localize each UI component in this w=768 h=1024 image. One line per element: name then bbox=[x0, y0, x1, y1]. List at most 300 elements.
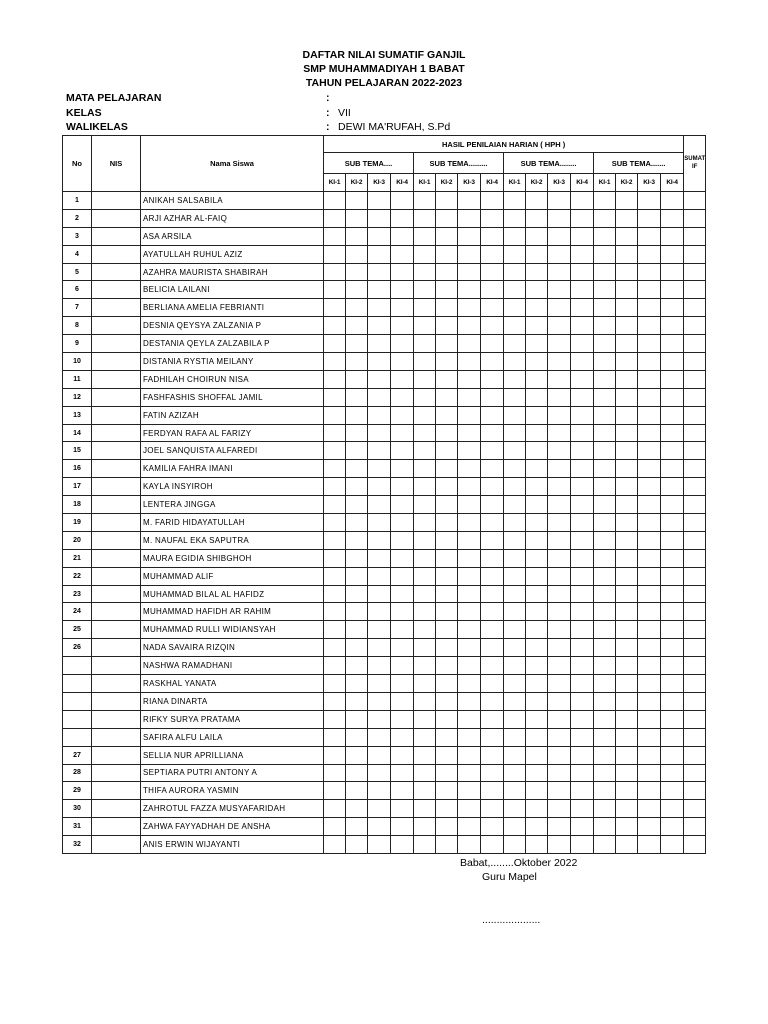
score-cell bbox=[638, 335, 661, 353]
score-cell bbox=[368, 263, 391, 281]
sumatif-cell bbox=[684, 728, 706, 746]
row-number: 2 bbox=[63, 209, 92, 227]
score-cell bbox=[526, 567, 548, 585]
score-cell bbox=[481, 621, 504, 639]
score-cell bbox=[346, 603, 368, 621]
score-cell bbox=[368, 782, 391, 800]
score-cell bbox=[616, 675, 638, 693]
score-cell bbox=[504, 460, 526, 478]
sumatif-cell bbox=[684, 710, 706, 728]
score-cell bbox=[594, 585, 616, 603]
score-cell bbox=[548, 639, 571, 657]
ki-header: KI-2 bbox=[346, 174, 368, 192]
subtema-header: SUB TEMA.... bbox=[324, 153, 414, 174]
score-cell bbox=[571, 621, 594, 639]
score-cell bbox=[616, 281, 638, 299]
row-number: 30 bbox=[63, 800, 92, 818]
score-cell bbox=[616, 406, 638, 424]
score-cell bbox=[368, 836, 391, 854]
score-cell bbox=[481, 818, 504, 836]
nis-cell bbox=[92, 692, 141, 710]
score-cell bbox=[571, 299, 594, 317]
score-cell bbox=[324, 460, 346, 478]
score-cell bbox=[391, 353, 414, 371]
score-cell bbox=[548, 353, 571, 371]
score-cell bbox=[571, 478, 594, 496]
score-cell bbox=[324, 746, 346, 764]
score-cell bbox=[391, 567, 414, 585]
score-cell bbox=[414, 263, 436, 281]
score-cell bbox=[481, 514, 504, 532]
score-cell bbox=[414, 675, 436, 693]
score-cell bbox=[391, 514, 414, 532]
table-row bbox=[63, 335, 706, 353]
score-cell bbox=[548, 460, 571, 478]
student-name: AZAHRA MAURISTA SHABIRAH bbox=[141, 263, 324, 281]
score-cell bbox=[436, 692, 458, 710]
score-cell bbox=[548, 567, 571, 585]
sumatif-cell bbox=[684, 603, 706, 621]
score-cell bbox=[414, 209, 436, 227]
nis-cell bbox=[92, 549, 141, 567]
score-cell bbox=[571, 496, 594, 514]
score-cell bbox=[571, 335, 594, 353]
score-cell bbox=[324, 299, 346, 317]
score-cell bbox=[594, 621, 616, 639]
score-cell bbox=[481, 800, 504, 818]
score-cell bbox=[616, 764, 638, 782]
student-name: FERDYAN RAFA AL FARIZY bbox=[141, 424, 324, 442]
score-cell bbox=[324, 442, 346, 460]
score-cell bbox=[458, 370, 481, 388]
score-cell bbox=[526, 353, 548, 371]
score-cell bbox=[661, 764, 684, 782]
col-name-header: Nama Siswa bbox=[141, 136, 324, 192]
score-cell bbox=[346, 639, 368, 657]
score-cell bbox=[324, 728, 346, 746]
score-cell bbox=[481, 782, 504, 800]
score-cell bbox=[661, 567, 684, 585]
score-cell bbox=[346, 710, 368, 728]
sumatif-cell bbox=[684, 478, 706, 496]
row-number: 26 bbox=[63, 639, 92, 657]
score-cell bbox=[324, 478, 346, 496]
score-cell bbox=[526, 603, 548, 621]
score-cell bbox=[414, 818, 436, 836]
student-name: SAFIRA ALFU LAILA bbox=[141, 728, 324, 746]
sumatif-cell bbox=[684, 746, 706, 764]
table-row bbox=[63, 710, 706, 728]
score-cell bbox=[458, 406, 481, 424]
score-cell bbox=[548, 782, 571, 800]
score-cell bbox=[638, 245, 661, 263]
table-row bbox=[63, 764, 706, 782]
score-cell bbox=[661, 836, 684, 854]
student-name: BELICIA LAILANI bbox=[141, 281, 324, 299]
student-name: KAMILIA FAHRA IMANI bbox=[141, 460, 324, 478]
table-row bbox=[63, 370, 706, 388]
score-cell bbox=[481, 764, 504, 782]
score-cell bbox=[548, 496, 571, 514]
score-cell bbox=[324, 621, 346, 639]
score-cell bbox=[526, 764, 548, 782]
score-cell bbox=[594, 800, 616, 818]
score-cell bbox=[346, 746, 368, 764]
sumatif-cell bbox=[684, 424, 706, 442]
row-number: 31 bbox=[63, 818, 92, 836]
sumatif-cell bbox=[684, 800, 706, 818]
score-cell bbox=[481, 567, 504, 585]
student-name: ANIS ERWIN WIJAYANTI bbox=[141, 836, 324, 854]
score-cell bbox=[346, 442, 368, 460]
score-cell bbox=[391, 710, 414, 728]
nis-cell bbox=[92, 639, 141, 657]
score-cell bbox=[368, 710, 391, 728]
sumatif-cell bbox=[684, 514, 706, 532]
nis-cell bbox=[92, 478, 141, 496]
score-cell bbox=[481, 728, 504, 746]
score-cell bbox=[346, 263, 368, 281]
score-cell bbox=[594, 335, 616, 353]
sumatif-cell bbox=[684, 531, 706, 549]
score-cell bbox=[504, 370, 526, 388]
score-cell bbox=[526, 317, 548, 335]
score-cell bbox=[638, 836, 661, 854]
score-cell bbox=[548, 675, 571, 693]
score-cell bbox=[616, 746, 638, 764]
row-number: 20 bbox=[63, 531, 92, 549]
score-cell bbox=[616, 245, 638, 263]
row-number: 17 bbox=[63, 478, 92, 496]
score-cell bbox=[436, 800, 458, 818]
student-name: ANIKAH SALSABILA bbox=[141, 192, 324, 210]
nis-cell bbox=[92, 585, 141, 603]
score-cell bbox=[414, 192, 436, 210]
score-cell bbox=[324, 209, 346, 227]
score-cell bbox=[458, 192, 481, 210]
table-row bbox=[63, 424, 706, 442]
score-cell bbox=[324, 764, 346, 782]
score-cell bbox=[526, 227, 548, 245]
score-cell bbox=[504, 209, 526, 227]
score-cell bbox=[391, 728, 414, 746]
score-cell bbox=[548, 836, 571, 854]
score-cell bbox=[526, 782, 548, 800]
row-number: 14 bbox=[63, 424, 92, 442]
score-cell bbox=[324, 782, 346, 800]
table-row bbox=[63, 478, 706, 496]
score-cell bbox=[504, 281, 526, 299]
score-cell bbox=[594, 728, 616, 746]
nis-cell bbox=[92, 818, 141, 836]
score-cell bbox=[481, 317, 504, 335]
nis-cell bbox=[92, 728, 141, 746]
score-cell bbox=[526, 370, 548, 388]
score-cell bbox=[481, 245, 504, 263]
sumatif-cell bbox=[684, 388, 706, 406]
score-cell bbox=[661, 353, 684, 371]
score-cell bbox=[616, 496, 638, 514]
ki-header: KI-4 bbox=[571, 174, 594, 192]
score-cell bbox=[346, 764, 368, 782]
score-cell bbox=[638, 728, 661, 746]
score-cell bbox=[481, 603, 504, 621]
score-cell bbox=[436, 263, 458, 281]
score-cell bbox=[661, 549, 684, 567]
ki-header: KI-4 bbox=[661, 174, 684, 192]
student-name: FASHFASHIS SHOFFAL JAMIL bbox=[141, 388, 324, 406]
score-cell bbox=[436, 460, 458, 478]
student-name: NADA SAVAIRA RIZQIN bbox=[141, 639, 324, 657]
nis-cell bbox=[92, 406, 141, 424]
sumatif-cell bbox=[684, 227, 706, 245]
score-cell bbox=[324, 531, 346, 549]
score-cell bbox=[661, 675, 684, 693]
score-cell bbox=[414, 549, 436, 567]
score-cell bbox=[571, 836, 594, 854]
score-cell bbox=[571, 227, 594, 245]
score-cell bbox=[571, 567, 594, 585]
score-cell bbox=[436, 585, 458, 603]
score-cell bbox=[436, 764, 458, 782]
nis-cell bbox=[92, 245, 141, 263]
score-cell bbox=[571, 764, 594, 782]
score-cell bbox=[638, 192, 661, 210]
score-cell bbox=[594, 567, 616, 585]
score-cell bbox=[504, 424, 526, 442]
score-cell bbox=[436, 567, 458, 585]
row-number: 13 bbox=[63, 406, 92, 424]
score-cell bbox=[616, 442, 638, 460]
score-cell bbox=[324, 281, 346, 299]
score-cell bbox=[346, 585, 368, 603]
table-row bbox=[63, 567, 706, 585]
score-cell bbox=[548, 406, 571, 424]
score-cell bbox=[661, 531, 684, 549]
score-cell bbox=[526, 531, 548, 549]
hph-header: HASIL PENILAIAN HARIAN ( HPH ) bbox=[324, 136, 684, 153]
score-cell bbox=[346, 567, 368, 585]
score-cell bbox=[594, 496, 616, 514]
score-cell bbox=[661, 603, 684, 621]
score-cell bbox=[368, 531, 391, 549]
score-cell bbox=[504, 531, 526, 549]
row-number: 4 bbox=[63, 245, 92, 263]
score-cell bbox=[548, 692, 571, 710]
score-cell bbox=[638, 317, 661, 335]
table-row bbox=[63, 603, 706, 621]
ki-header: KI-2 bbox=[436, 174, 458, 192]
score-cell bbox=[368, 496, 391, 514]
score-cell bbox=[638, 639, 661, 657]
score-cell bbox=[458, 621, 481, 639]
row-number: 9 bbox=[63, 335, 92, 353]
student-name: SEPTIARA PUTRI ANTONY A bbox=[141, 764, 324, 782]
score-cell bbox=[414, 299, 436, 317]
score-cell bbox=[324, 406, 346, 424]
row-number: 22 bbox=[63, 567, 92, 585]
student-name: BERLIANA AMELIA FEBRIANTI bbox=[141, 299, 324, 317]
score-cell bbox=[391, 245, 414, 263]
score-cell bbox=[414, 406, 436, 424]
score-cell bbox=[548, 263, 571, 281]
score-cell bbox=[571, 281, 594, 299]
score-cell bbox=[481, 406, 504, 424]
score-cell bbox=[504, 549, 526, 567]
grade-table-header bbox=[63, 136, 706, 192]
score-cell bbox=[368, 192, 391, 210]
score-cell bbox=[458, 317, 481, 335]
score-cell bbox=[324, 227, 346, 245]
score-cell bbox=[548, 317, 571, 335]
score-cell bbox=[594, 675, 616, 693]
score-cell bbox=[616, 639, 638, 657]
nis-cell bbox=[92, 710, 141, 728]
ki-header: KI-1 bbox=[594, 174, 616, 192]
score-cell bbox=[526, 478, 548, 496]
score-cell bbox=[391, 585, 414, 603]
score-cell bbox=[346, 245, 368, 263]
student-name: AYATULLAH RUHUL AZIZ bbox=[141, 245, 324, 263]
score-cell bbox=[368, 800, 391, 818]
document-title: DAFTAR NILAI SUMATIF GANJIL bbox=[302, 49, 466, 61]
nis-cell bbox=[92, 621, 141, 639]
score-cell bbox=[436, 657, 458, 675]
score-cell bbox=[548, 800, 571, 818]
score-cell bbox=[436, 335, 458, 353]
score-cell bbox=[638, 764, 661, 782]
score-cell bbox=[346, 728, 368, 746]
score-cell bbox=[481, 192, 504, 210]
score-cell bbox=[638, 442, 661, 460]
score-cell bbox=[414, 388, 436, 406]
score-cell bbox=[526, 245, 548, 263]
score-cell bbox=[638, 514, 661, 532]
score-cell bbox=[481, 836, 504, 854]
score-cell bbox=[661, 192, 684, 210]
score-cell bbox=[661, 478, 684, 496]
score-cell bbox=[368, 549, 391, 567]
table-row bbox=[63, 657, 706, 675]
score-cell bbox=[368, 353, 391, 371]
score-cell bbox=[616, 585, 638, 603]
score-cell bbox=[526, 585, 548, 603]
score-cell bbox=[571, 603, 594, 621]
homeroom-label: WALIKELAS bbox=[66, 121, 128, 133]
signature-line: .................... bbox=[482, 914, 541, 926]
score-cell bbox=[368, 478, 391, 496]
student-name: ARJI AZHAR AL-FAIQ bbox=[141, 209, 324, 227]
homeroom-colon: : bbox=[326, 121, 330, 133]
score-cell bbox=[458, 603, 481, 621]
score-cell bbox=[638, 782, 661, 800]
row-number: 5 bbox=[63, 263, 92, 281]
score-cell bbox=[548, 281, 571, 299]
score-cell bbox=[324, 692, 346, 710]
row-number: 3 bbox=[63, 227, 92, 245]
row-number: 19 bbox=[63, 514, 92, 532]
table-row bbox=[63, 531, 706, 549]
score-cell bbox=[481, 281, 504, 299]
score-cell bbox=[548, 818, 571, 836]
score-cell bbox=[458, 764, 481, 782]
score-cell bbox=[458, 585, 481, 603]
score-cell bbox=[458, 549, 481, 567]
score-cell bbox=[504, 442, 526, 460]
score-cell bbox=[391, 657, 414, 675]
score-cell bbox=[414, 728, 436, 746]
score-cell bbox=[526, 460, 548, 478]
score-cell bbox=[638, 299, 661, 317]
score-cell bbox=[504, 245, 526, 263]
ki-header: KI-3 bbox=[458, 174, 481, 192]
score-cell bbox=[391, 370, 414, 388]
score-cell bbox=[504, 353, 526, 371]
score-cell bbox=[661, 514, 684, 532]
table-row bbox=[63, 281, 706, 299]
score-cell bbox=[638, 227, 661, 245]
score-cell bbox=[594, 442, 616, 460]
table-row bbox=[63, 227, 706, 245]
score-cell bbox=[368, 460, 391, 478]
ki-header: KI-1 bbox=[324, 174, 346, 192]
score-cell bbox=[391, 639, 414, 657]
score-cell bbox=[324, 549, 346, 567]
score-cell bbox=[414, 531, 436, 549]
score-cell bbox=[526, 621, 548, 639]
score-cell bbox=[414, 836, 436, 854]
score-cell bbox=[346, 621, 368, 639]
score-cell bbox=[436, 353, 458, 371]
score-cell bbox=[616, 388, 638, 406]
score-cell bbox=[346, 800, 368, 818]
place-date: Babat,........Oktober 2022 bbox=[460, 857, 578, 869]
score-cell bbox=[458, 281, 481, 299]
score-cell bbox=[346, 227, 368, 245]
score-cell bbox=[504, 657, 526, 675]
score-cell bbox=[324, 603, 346, 621]
row-number: 25 bbox=[63, 621, 92, 639]
score-cell bbox=[436, 192, 458, 210]
score-cell bbox=[324, 424, 346, 442]
score-cell bbox=[346, 514, 368, 532]
score-cell bbox=[661, 370, 684, 388]
sumatif-cell bbox=[684, 370, 706, 388]
student-name: M. NAUFAL EKA SAPUTRA bbox=[141, 531, 324, 549]
score-cell bbox=[504, 764, 526, 782]
score-cell bbox=[391, 549, 414, 567]
score-cell bbox=[436, 639, 458, 657]
score-cell bbox=[414, 567, 436, 585]
score-cell bbox=[414, 621, 436, 639]
score-cell bbox=[324, 317, 346, 335]
score-cell bbox=[594, 281, 616, 299]
score-cell bbox=[526, 496, 548, 514]
score-cell bbox=[414, 496, 436, 514]
row-number bbox=[63, 728, 92, 746]
score-cell bbox=[548, 764, 571, 782]
score-cell bbox=[436, 406, 458, 424]
score-cell bbox=[616, 836, 638, 854]
table-row bbox=[63, 675, 706, 693]
score-cell bbox=[616, 514, 638, 532]
score-cell bbox=[368, 424, 391, 442]
nis-cell bbox=[92, 192, 141, 210]
score-cell bbox=[324, 370, 346, 388]
score-cell bbox=[436, 746, 458, 764]
score-cell bbox=[661, 227, 684, 245]
score-cell bbox=[368, 335, 391, 353]
